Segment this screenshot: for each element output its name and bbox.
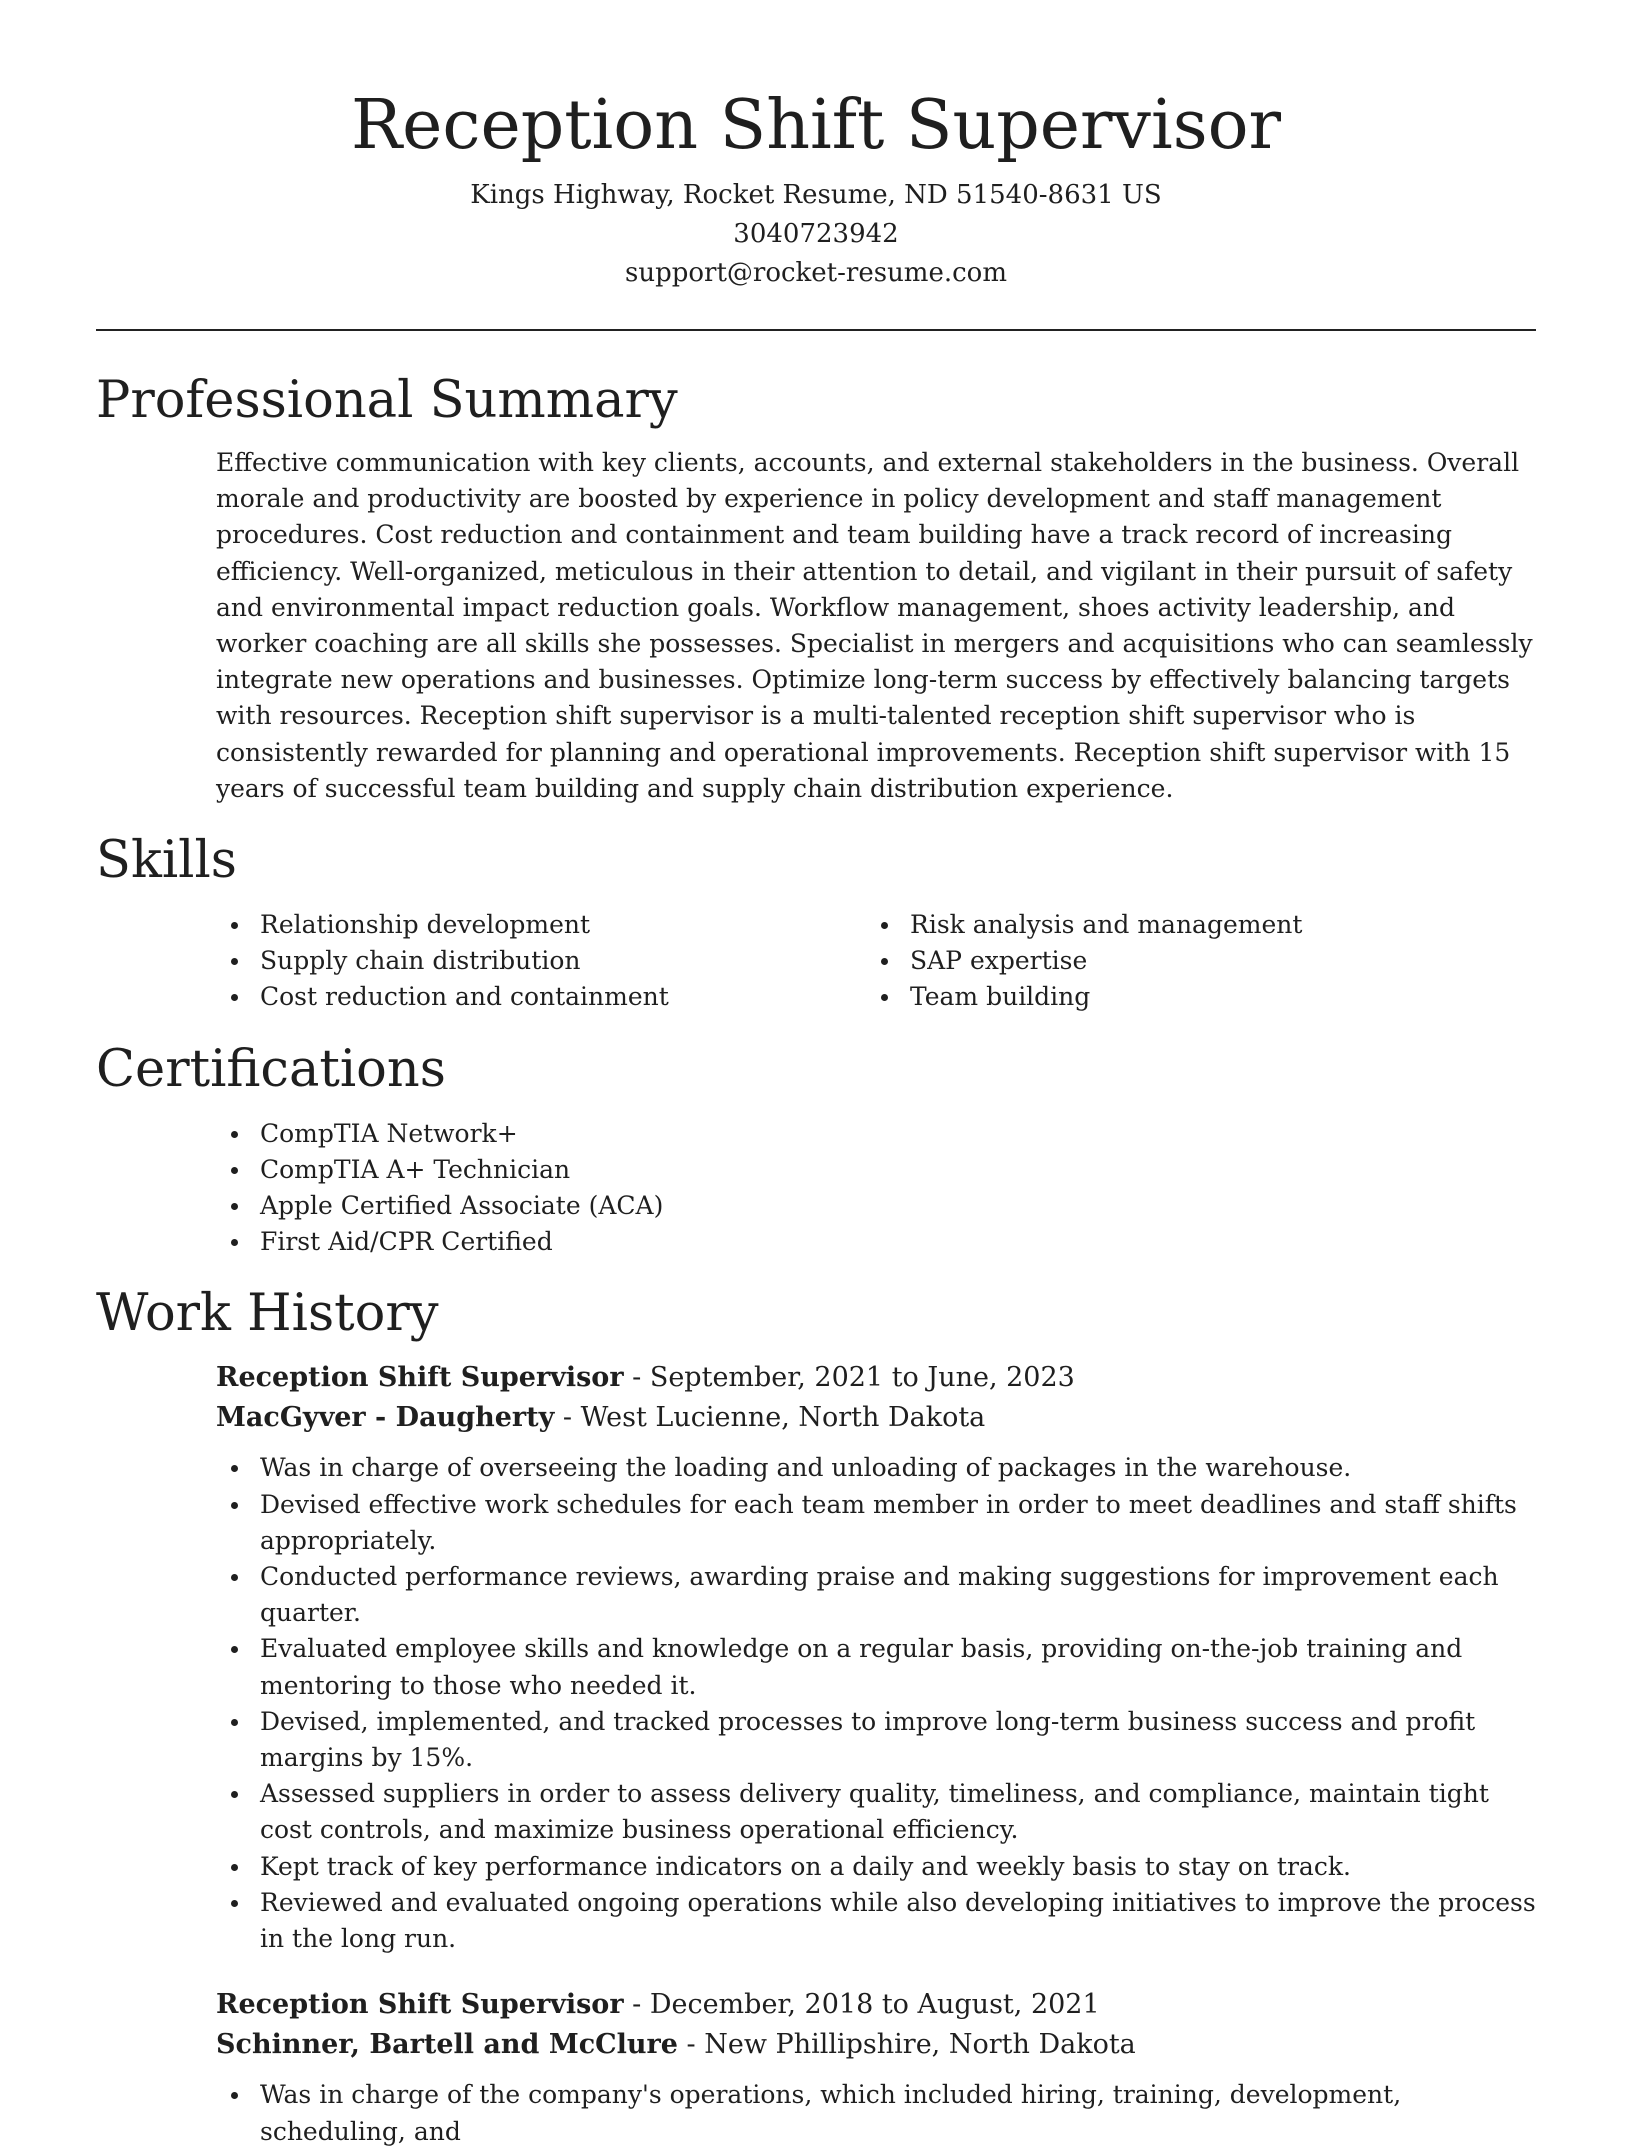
job-bullet: Reviewed and evaluated ongoing operations while also developing initiatives to improve the process in the long run. [216, 1885, 1536, 1957]
job-title-line [216, 1985, 1536, 2025]
skill-item: SAP expertise [866, 943, 1516, 979]
address-text: Kings Highway, Rocket Resume, ND 51540-8631 US [470, 180, 1162, 210]
job-dates: - September, 2021 to June, 2023 [623, 1362, 1075, 1394]
certification-item: CompTIA Network+ [216, 1116, 1536, 1152]
job-bullet: Was in charge of the company's operations, which included hiring, training, development, scheduling, and [216, 2077, 1536, 2149]
certification-item: Apple Certified Associate (ACA) [216, 1188, 1536, 1224]
job-title-line [216, 1358, 1536, 1398]
skills-heading: Skills [96, 831, 237, 891]
skills-columns [216, 907, 1536, 1016]
work-history-section [96, 1282, 1536, 2149]
job-company: MacGyver - Daugherty [216, 1402, 555, 1434]
job-bullet-list [216, 1450, 1536, 1957]
certification-item: First Aid/CPR Certified [216, 1224, 1536, 1260]
header-divider [96, 329, 1536, 331]
contact-block [96, 176, 1536, 293]
job-bullet: Devised, implemented, and tracked processes to improve long-term business success and profit margins by 15%. [216, 1704, 1536, 1776]
skills-list-right [866, 907, 1516, 1016]
job-title: Reception Shift Supervisor [216, 1989, 624, 2021]
skill-item: Relationship development [216, 907, 866, 943]
job-company-line [216, 1398, 1536, 1438]
job-location: - West Lucienne, North Dakota [554, 1402, 986, 1434]
job-bullet-list [216, 2077, 1536, 2149]
email-text: support@rocket-resume.com [624, 258, 1007, 288]
job-company-line [216, 2025, 1536, 2065]
job-bullet: Was in charge of overseeing the loading and unloading of packages in the warehouse. [216, 1450, 1536, 1486]
certifications-section [96, 1038, 1536, 1261]
job-bullet: Evaluated employee skills and knowledge on a regular basis, providing on-the-job training and mentoring to those who needed it. [216, 1631, 1536, 1703]
job-bullet: Kept track of key performance indicators on a daily and weekly basis to stay on track. [216, 1849, 1536, 1885]
skill-item: Cost reduction and containment [216, 979, 866, 1015]
certifications-list [216, 1116, 1536, 1261]
job-title: Reception Shift Supervisor [216, 1362, 624, 1394]
candidate-name: Reception Shift Supervisor [350, 86, 1282, 165]
job-bullet: Assessed suppliers in order to assess delivery quality, timeliness, and compliance, maintain tight cost controls, and maximize business operational efficiency. [216, 1776, 1536, 1848]
job-bullet: Devised effective work schedules for each team member in order to meet deadlines and staff shifts appropriately. [216, 1487, 1536, 1559]
job-location: - New Phillipshire, North Dakota [677, 2029, 1136, 2061]
skill-item: Supply chain distribution [216, 943, 866, 979]
skill-item: Risk analysis and management [866, 907, 1516, 943]
resume-page [96, 0, 1536, 2150]
skill-item: Team building [866, 979, 1516, 1015]
certification-item: CompTIA A+ Technician [216, 1152, 1536, 1188]
summary-section [96, 369, 1536, 807]
resume-header [96, 0, 1536, 293]
job-entry [96, 1358, 1536, 1957]
skills-section [96, 829, 1536, 1016]
skills-list-left [216, 907, 866, 1016]
job-company: Schinner, Bartell and McClure [216, 2029, 678, 2061]
work-history-heading: Work History [96, 1284, 439, 1344]
job-bullet: Conducted performance reviews, awarding praise and making suggestions for improvement each quarter. [216, 1559, 1536, 1631]
summary-heading: Professional Summary [96, 371, 678, 430]
certifications-heading: Certifications [96, 1039, 446, 1099]
phone-text: 3040723942 [733, 219, 899, 249]
job-entry [96, 1985, 1536, 2149]
summary-paragraph: Effective communication with key clients, accounts, and external stakeholders in the business. Overall morale and productivity are boosted by experience in policy development and staff management procedures. Cost reduction and containment and team building have a track record of increasing efficiency. Well-organized, meticulous in their attention to detail, and vigilant in their pursuit of safety and environmental impact reduction goals. Workflow management, shoes activity leadership, and worker coaching are all skills she possesses. Specialist in mergers and acquisitions who can seamlessly integrate new operations and businesses. Optimize long-term success by effectively balancing targets with resources. Reception shift supervisor is a multi-talented reception shift supervisor who is consistently rewarded for planning and operational improvements. Reception shift supervisor with 15 years of successful team building and supply chain distribution experience. [216, 448, 1533, 803]
job-dates: - December, 2018 to August, 2021 [623, 1989, 1100, 2021]
